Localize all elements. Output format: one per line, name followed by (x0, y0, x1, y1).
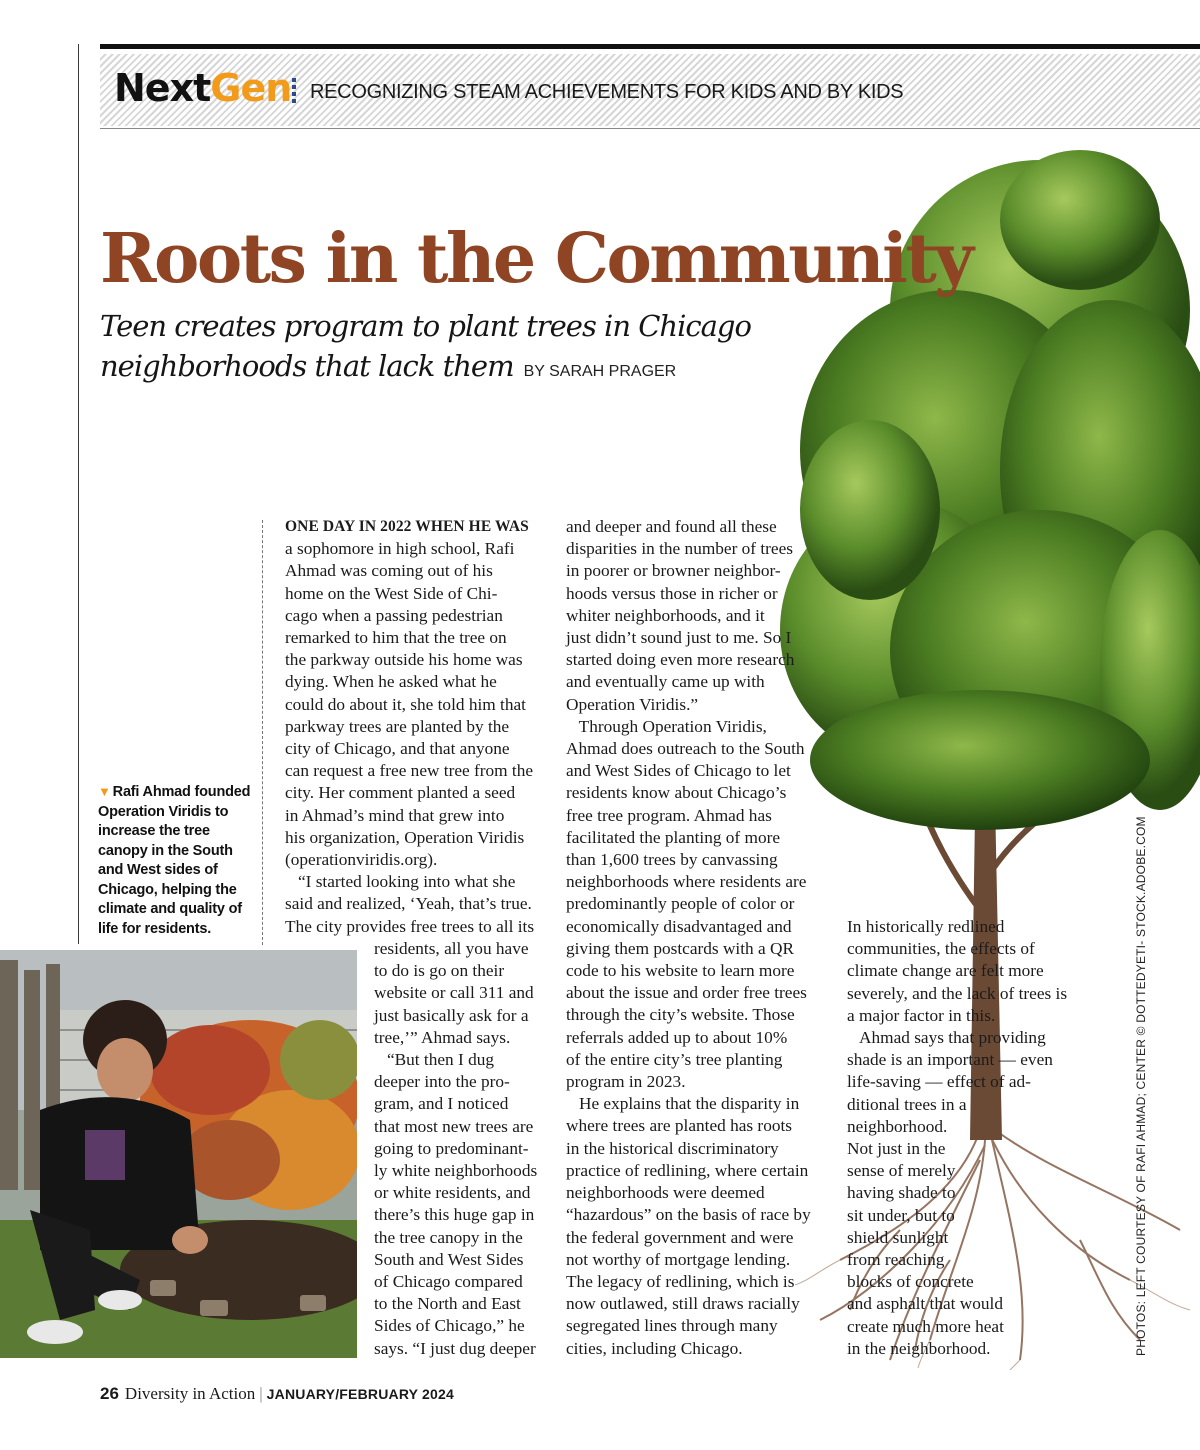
body-line: tree,’” Ahmad says. (374, 1027, 511, 1047)
body-line: program in 2023. (566, 1072, 686, 1092)
body-line: where trees are planted has roots (566, 1116, 792, 1136)
body-line: climate change are felt more (847, 961, 1044, 981)
body-line: residents know about Chicago’s (566, 783, 787, 803)
body-line: Ahmad does outreach to the South (566, 739, 805, 759)
body-line: predominantly people of color or (566, 894, 795, 914)
byline: BY SARAH PRAGER (523, 363, 677, 380)
body-line: not worthy of mortgage lending. (566, 1249, 791, 1269)
body-line: of the entire city’s tree planting (566, 1049, 783, 1069)
issue-date: JANUARY/FEBRUARY 2024 (266, 1386, 454, 1402)
body-line: “I started looking into what she (285, 872, 516, 892)
body-line: “But then I dug (374, 1050, 494, 1070)
body-line: and deeper and found all these (566, 517, 777, 536)
body-line: facilitated the planting of more (566, 827, 781, 847)
body-line: practice of redlining, where certain (566, 1160, 809, 1180)
body-line: city of Chicago, and that anyone (285, 739, 510, 759)
body-line: blocks of concrete (847, 1272, 974, 1292)
body-line: a sophomore in high school, Rafi (285, 539, 515, 559)
body-line: deeper into the pro- (374, 1072, 510, 1092)
logo-next: Next (114, 66, 211, 110)
body-line: said and realized, ‘Yeah, that’s true. (285, 894, 532, 914)
nextgen-logo (114, 64, 291, 112)
body-line: He explains that the disparity in (566, 1094, 800, 1114)
body-line: cities, including Chicago. (566, 1338, 743, 1358)
page-footer (100, 1384, 454, 1404)
body-line: from reaching (847, 1250, 945, 1270)
body-line: neighborhoods where residents are (566, 872, 807, 892)
body-line: Through Operation Viridis, (566, 716, 767, 736)
dek-line-1: Teen creates program to plant trees in Chicago (100, 309, 751, 343)
section-tagline: RECOGNIZING STEAM ACHIEVEMENTS FOR KIDS AND BY KIDS (310, 81, 904, 103)
body-line: ditional trees in a (847, 1094, 967, 1114)
body-column-1-bottom (374, 938, 554, 1360)
photo-caption (98, 782, 258, 939)
logo-separator (292, 78, 296, 104)
body-line: Ahmad says that providing (847, 1028, 1046, 1048)
body-line: shield sunlight (847, 1227, 949, 1247)
body-line: started doing even more research (566, 650, 795, 670)
body-line: In historically redlined (847, 917, 1005, 936)
body-line: can request a free new tree from the (285, 761, 534, 781)
body-line: of Chicago compared (374, 1272, 523, 1292)
body-line: remarked to him that the tree on (285, 628, 507, 648)
body-line-lead: ONE DAY IN 2022 WHEN HE WAS (285, 518, 529, 535)
body-line: residents, all you have (374, 939, 529, 958)
body-line: hoods versus those in richer or (566, 583, 778, 603)
footer-divider: | (259, 1384, 263, 1403)
body-line: “hazardous” on the basis of race by (566, 1205, 811, 1225)
body-line: (operationviridis.org). (285, 850, 438, 870)
body-line: now outlawed, still draws racially (566, 1294, 800, 1314)
body-line: create much more heat (847, 1316, 1004, 1336)
body-line: Ahmad was coming out of his (285, 561, 493, 581)
body-line: gram, and I noticed (374, 1094, 509, 1114)
body-line: city. Her comment planted a seed (285, 783, 516, 803)
body-line: referrals added up to about 10% (566, 1027, 788, 1047)
caption-divider (262, 520, 263, 945)
body-line: life-saving — effect of ad- (847, 1072, 1031, 1092)
body-line: Not just in the (847, 1139, 946, 1159)
triangle-down-icon: ▼ (98, 784, 111, 799)
publication-name: Diversity in Action (124, 1384, 256, 1403)
body-line: The city provides free trees to all its (285, 916, 535, 936)
body-line: and West Sides of Chicago to let (566, 761, 791, 781)
body-line: shade is an important — even (847, 1050, 1053, 1070)
header-top-rule (100, 44, 1200, 49)
body-line: that most new trees are (374, 1116, 534, 1136)
body-line: Sides of Chicago,” he (374, 1316, 525, 1336)
photo-credit: PHOTOS: LEFT COURTESY OF RAFI AHMAD; CENTER © DOTTEDYETI- STOCK.ADOBE.COM (1134, 816, 1148, 1356)
body-line: South and West Sides (374, 1249, 524, 1269)
body-line: economically disadvantaged and (566, 916, 792, 936)
article-dek (100, 306, 800, 392)
body-line: the tree canopy in the (374, 1227, 523, 1247)
body-line: to do is go on their (374, 961, 505, 981)
body-line: about the issue and order free trees (566, 983, 807, 1003)
body-line: the federal government and were (566, 1227, 794, 1247)
body-line: sense of merely (847, 1161, 956, 1181)
body-line: cago when a passing pedestrian (285, 605, 503, 625)
body-line: The legacy of redlining, which is (566, 1271, 795, 1291)
article-headline: Roots in the Community (100, 219, 972, 299)
body-line: to the North and East (374, 1294, 521, 1314)
body-line: than 1,600 trees by canvassing (566, 850, 778, 870)
dek-line-2: neighborhoods that lack them (100, 349, 514, 383)
body-line: disparities in the number of trees (566, 539, 793, 559)
body-line: parkway trees are planted by the (285, 716, 510, 736)
body-line: in poorer or browner neighbor- (566, 561, 781, 581)
body-column-2 (566, 516, 831, 1360)
body-line: severely, and the lack of trees is (847, 983, 1068, 1003)
body-line: ly white neighborhoods (374, 1161, 538, 1181)
body-line: going to predominant- (374, 1138, 529, 1158)
body-line: communities, the effects of (847, 939, 1035, 959)
body-line: whiter neighborhoods, and it (566, 605, 765, 625)
body-line: segregated lines through many (566, 1316, 778, 1336)
body-line: code to his website to learn more (566, 961, 795, 981)
body-line: home on the West Side of Chi- (285, 583, 498, 603)
body-line: and eventually came up with (566, 672, 765, 692)
body-line: website or call 311 and (374, 983, 534, 1003)
body-line: there’s this huge gap in (374, 1205, 535, 1225)
body-line: having shade to (847, 1183, 956, 1203)
body-line: neighborhood. (847, 1116, 948, 1136)
body-column-1-top (285, 516, 555, 938)
body-line: a major factor in this. (847, 1005, 996, 1025)
body-line: just basically ask for a (374, 1005, 529, 1025)
body-line: the parkway outside his home was (285, 650, 523, 670)
body-line: free tree program. Ahmad has (566, 805, 772, 825)
body-line: neighborhoods were deemed (566, 1183, 765, 1203)
caption-text: Rafi Ahmad founded Operation Viridis to increase the tree canopy in the South and West sides of Chicago, helping the climate and quality of life for residents. (98, 784, 251, 937)
body-line: says. “I just dug deeper (374, 1338, 536, 1358)
body-line: just didn’t sound just to me. So I (566, 628, 792, 648)
body-line: through the city’s website. Those (566, 1005, 795, 1025)
body-line: his organization, Operation Viridis (285, 827, 525, 847)
logo-gen: Gen (210, 66, 292, 110)
page-number: 26 (100, 1384, 119, 1403)
body-line: sit under, but to (847, 1205, 955, 1225)
body-line: or white residents, and (374, 1183, 531, 1203)
body-line: could do about it, she told him that (285, 694, 526, 714)
body-column-3 (847, 916, 1087, 1360)
body-line: and asphalt that would (847, 1294, 1003, 1314)
left-margin-rule (78, 44, 79, 944)
body-line: in Ahmad’s mind that grew into (285, 805, 505, 825)
body-line: in the historical discriminatory (566, 1138, 779, 1158)
body-line: in the neighborhood. (847, 1338, 991, 1358)
body-line: dying. When he asked what he (285, 672, 497, 692)
body-line: giving them postcards with a QR (566, 938, 794, 958)
rafi-ahmad-photo (0, 950, 357, 1358)
body-line: Operation Viridis.” (566, 694, 699, 714)
